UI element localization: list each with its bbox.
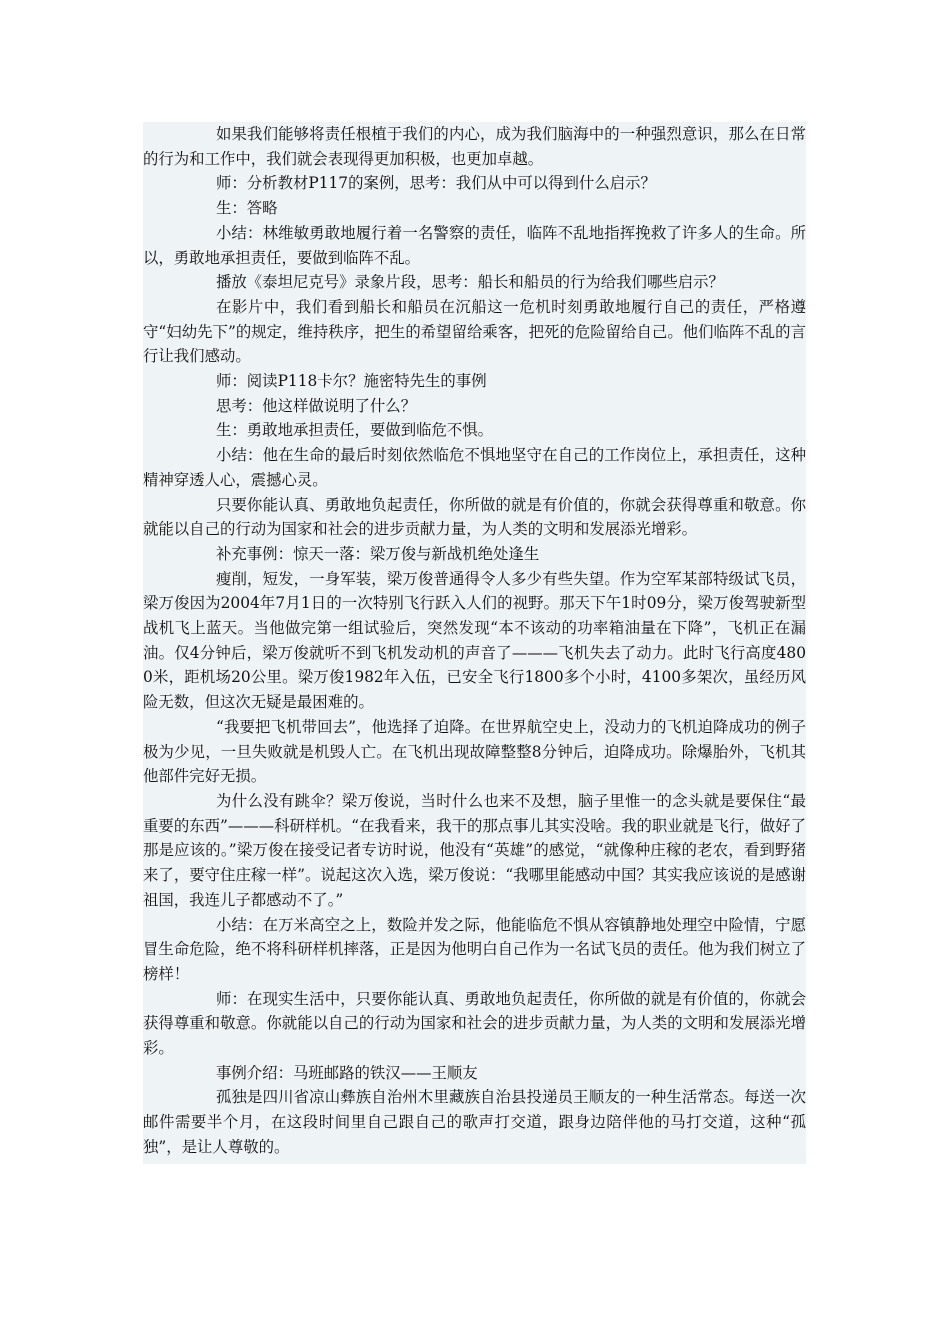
paragraph-15: 为什么没有跳伞？梁万俊说，当时什么也来不及想，脑子里惟一的念头就是要保住“最重要的东西”———科研样机。“在我看来，我干的那点事儿其实没啥。我的职业就是飞行，做好了那是应该的。”梁万俊在接受记者专访时说，他没有“英雄”的感觉，“就像种庄稼的老农，看到野猪来了，要守住庄稼一样”。说起这次入选，梁万俊说：“我哪里能感动中国？其实我应该说的是感谢祖国，我连儿子都感动不了。”: [143, 791, 806, 909]
paragraph-19: 孤独是四川省凉山彝族自治州木里藏族自治县投递员王顺友的一种生活常态。每送一次邮件需要半个月，在这段时间里自己跟自己的歌声打交道，跟身边陪伴他的马打交道，这种“孤独”，是让人尊敬的。: [143, 1088, 806, 1156]
paragraph-2: 师：分析教材P117的案例，思考：我们从中可以得到什么启示？: [216, 174, 656, 193]
paragraph-11: 只要你能认真、勇敢地负起责任，你所做的就是有价值的，你就会获得尊重和敬意。你就能以自己的行动为国家和社会的进步贡献力量，为人类的文明和发展添光增彩。: [143, 495, 806, 539]
paragraph-7: 师：阅读P118卡尔？施密特先生的事例: [216, 372, 487, 391]
paragraph-3: 生：答略: [216, 199, 278, 218]
paragraph-10: 小结：他在生命的最后时刻依然临危不惧地坚守在自己的工作岗位上，承担责任，这种精神穿透人心，震撼心灵。: [143, 446, 806, 489]
paragraph-13: 瘦削，短发，一身军装，梁万俊普通得令人多少有些失望。作为空军某部特级试飞员，梁万俊因为2004年7月1日的一次特别飞行跃入人们的视野。那天下午1时09分，梁万俊驾驶新型战机飞上蓝天。当他做完第一组试验后，突然发现“本不该动的功率箱油量在下降”，飞机正在漏油。仅4分钟后，梁万俊就听不到飞机发动机的声音了———飞机失去了动力。此时飞行高度4800米，距机场20公里。梁万俊1982年入伍，已安全飞行1800多个小时，4100多架次，虽经历风险无数，但这次无疑是最困难的。: [143, 569, 806, 712]
paragraph-1: 如果我们能够将责任根植于我们的内心，成为我们脑海中的一种强烈意识，那么在日常的行为和工作中，我们就会表现得更加积极，也更加卓越。: [143, 125, 806, 168]
paragraph-5: 播放《泰坦尼克号》录象片段，思考：船长和船员的行为给我们哪些启示？: [216, 273, 724, 292]
paragraph-9: 生：勇敢地承担责任，要做到临危不惧。: [216, 421, 494, 440]
paragraph-12: 补充事例：惊天一落：梁万俊与新战机绝处逢生: [216, 544, 540, 563]
paragraph-14: “我要把飞机带回去”，他选择了迫降。在世界航空史上，没动力的飞机迫降成功的例子极为少见，一旦失败就是机毁人亡。在飞机出现故障整整8分钟后，迫降成功。除爆胎外，飞机其他部件完好无损。: [143, 717, 806, 786]
paragraph-18: 事例介绍：马班邮路的铁汉——王顺友: [216, 1063, 478, 1082]
paragraph-16: 小结：在万米高空之上，数险并发之际，他能临危不惧从容镇静地处理空中险情，宁愿冒生命危险，绝不将科研样机摔落，正是因为他明白自己作为一名试飞员的责任。他为我们树立了榜样！: [143, 915, 806, 983]
paragraph-17: 师：在现实生活中，只要你能认真、勇敢地负起责任，你所做的就是有价值的，你就会获得尊重和敬意。你就能以自己的行动为国家和社会的进步贡献力量，为人类的文明和发展添光增彩。: [143, 989, 806, 1058]
paragraph-8: 思考：他这样做说明了什么？: [216, 396, 417, 415]
paragraph-6: 在影片中，我们看到船长和船员在沉船这一危机时刻勇敢地履行自己的责任，严格遵守“妇幼先下”的规定，维持秩序，把生的希望留给乘客，把死的危险留给自己。他们临阵不乱的言行让我们感动。: [143, 297, 806, 366]
paragraph-4: 小结：林维敏勇敢地履行着一名警察的责任，临阵不乱地指挥挽救了许多人的生命。所以，勇敢地承担责任，要做到临阵不乱。: [143, 223, 806, 267]
document-body: [143, 122, 806, 1164]
